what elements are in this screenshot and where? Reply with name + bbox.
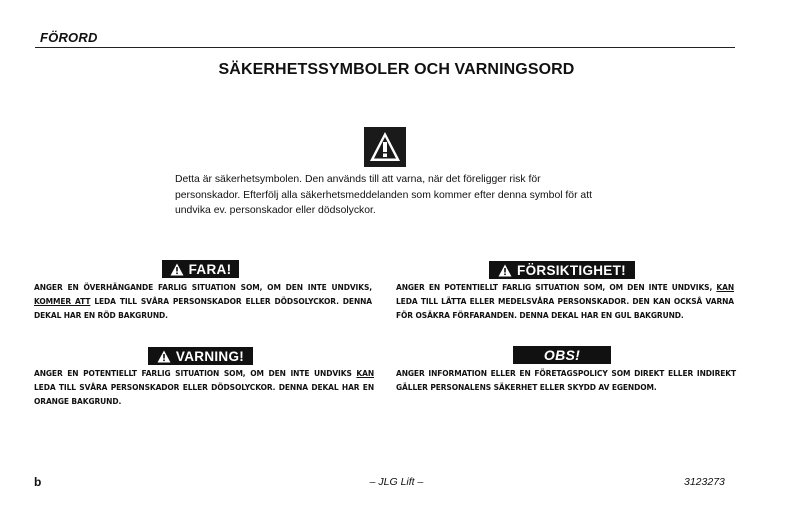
- fara-label: FARA!: [188, 261, 232, 277]
- warning-triangle-icon: [170, 263, 184, 276]
- forsiktighet-label: FÖRSIKTIGHET!: [517, 262, 626, 278]
- header-section-title: FÖRORD: [40, 30, 98, 45]
- footer-page-letter: b: [34, 475, 42, 489]
- page-title: SÄKERHETSSYMBOLER OCH VARNINGSORD: [218, 61, 575, 78]
- obs-badge: [513, 346, 611, 364]
- varning-description: ANGER EN POTENTIELLT FARLIG SITUATION SOM, OM DEN INTE UNDVIKS KAN LEDA TILL SVÅRA PERSONSKADOR ELLER DÖDSOLYCKOR. DENNA DEKAL HAR EN ORANGE BAKGRUND.: [34, 369, 374, 406]
- forsiktighet-badge: [489, 261, 635, 279]
- fara-badge: [162, 260, 239, 278]
- obs-label: OBS!: [543, 347, 581, 363]
- varning-label: VARNING!: [175, 348, 245, 364]
- obs-description: ANGER INFORMATION ELLER EN FÖRETAGSPOLICY SOM DIREKT ELLER INDIREKT GÄLLER PERSONALENS SÄKERHET ELLER SKYDD AV EGENDOM.: [396, 369, 736, 392]
- safety-symbol: [364, 127, 406, 167]
- footer-publisher: – JLG Lift –: [369, 476, 424, 488]
- warning-triangle-icon: [368, 130, 402, 164]
- warning-triangle-icon: [157, 350, 171, 363]
- intro-text: Detta är säkerhetsymbolen. Den används till att varna, när det föreligger risk för personskador. Efterfölj alla säkerhetsmeddelanden som kommer efter denna symbol för att undvika ev. personskador eller dödsolyckor.: [175, 174, 592, 216]
- forsiktighet-description: ANGER EN POTENTIELLT FARLIG SITUATION SOM, OM DEN INTE UNDVIKS, KAN LEDA TILL LÄTTA ELLER MEDELSVÅRA PERSONSKADOR. DEN KAN OCKSÅ VARNA FÖR OSÄKRA FÖRFARANDEN. DENNA DEKAL HAR EN GUL BAKGRUND.: [396, 283, 734, 320]
- footer-doc-number: 3123273: [684, 476, 725, 488]
- varning-badge: [148, 347, 253, 365]
- warning-triangle-icon: [498, 264, 512, 277]
- fara-description: ANGER EN ÖVERHÄNGANDE FARLIG SITUATION SOM, OM DEN INTE UNDVIKS, KOMMER ATT LEDA TILL SVÅRA PERSONSKADOR ELLER DÖDSOLYCKOR. DENNA DEKAL HAR EN RÖD BAKGRUND.: [34, 283, 372, 320]
- header-rule: [35, 47, 735, 48]
